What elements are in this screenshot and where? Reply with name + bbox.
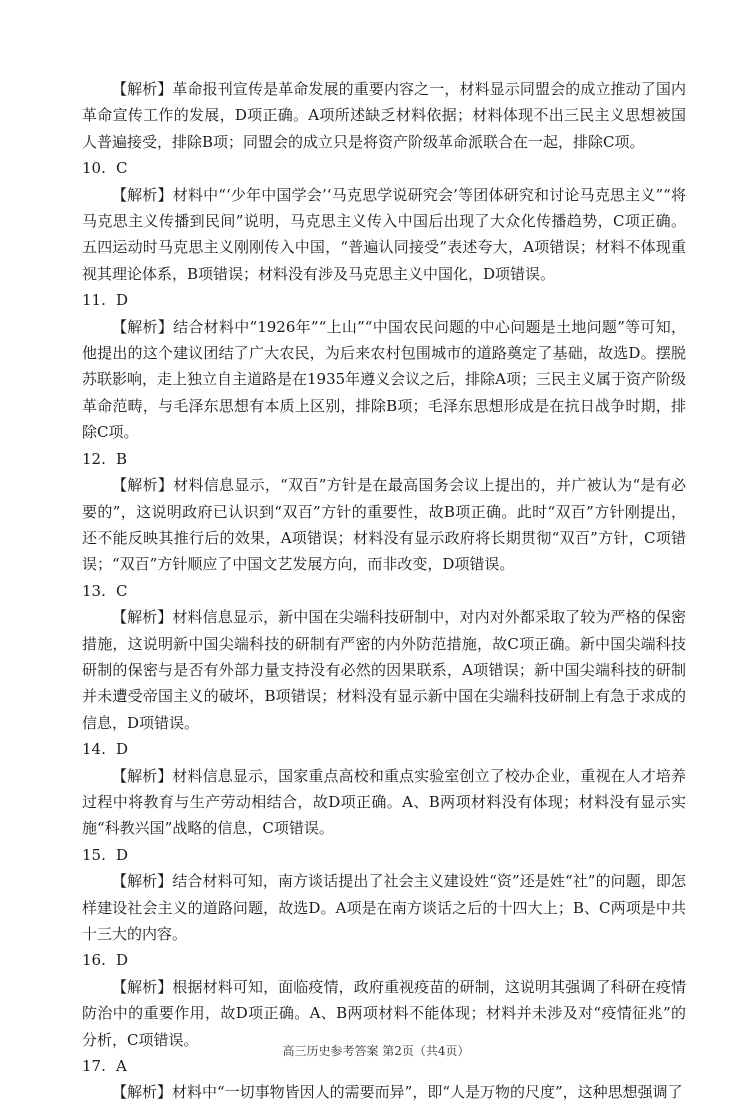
answer-letter: D — [116, 845, 129, 864]
page-footer: 高三历史参考答案 第2页（共4页） — [282, 1044, 470, 1058]
answer-line — [82, 287, 686, 313]
question-number: 14. — [82, 740, 106, 759]
question-number: 11. — [82, 291, 106, 310]
question-number: 16. — [82, 951, 106, 970]
analysis-paragraph: 【解析】材料中“‘少年中国学会’‘马克思学说研究会’等团体研究和讨论马克思主义”“将马克思主义传播到民间”说明，马克思主义传入中国后出现了大众化传播趋势，C项正确。五四运动时马克思主义刚刚传入中国，“普遍认同接受”表述夸大，A项错误；材料不体现重视其理论体系，B项错误；材料没有涉及马克思主义中国化，D项错误。 — [82, 185, 686, 283]
answer-letter: D — [116, 951, 129, 970]
question-number: 12. — [82, 449, 106, 468]
analysis-paragraph: 【解析】材料信息显示，国家重点高校和重点实验室创立了校办企业，重视在人才培养过程中将教育与生产劳动相结合，故D项正确。A、B两项材料没有体现；材料没有显示实施“科教兴国”战略的信息，C项错误。 — [82, 766, 686, 838]
question-number: 10. — [82, 159, 106, 178]
answer-line — [82, 842, 686, 868]
answer-letter: D — [116, 291, 129, 310]
answer-letter: B — [116, 449, 128, 468]
analysis-paragraph: 【解析】材料信息显示，新中国在尖端科技研制中，对内对外都采取了较为严格的保密措施，这说明新中国尖端科技的研制有严密的内外防范措施，故C项正确。新中国尖端科技研制的保密与是否有外部力量支持没有必然的因果联系，A项错误；新中国尖端科技的研制并未遭受帝国主义的破坏，B项错误；材料没有显示新中国在尖端科技研制上有急于求成的信息，D项错误。 — [82, 608, 686, 732]
answer-line — [82, 155, 686, 181]
analysis-paragraph: 【解析】材料中“一切事物皆因人的需要而异”，即“人是万物的尺度”，这种思想强调了 — [112, 1083, 683, 1102]
answer-line — [82, 446, 686, 472]
answer-line — [82, 578, 686, 604]
question-number: 17. — [82, 1057, 106, 1076]
answer-letter: C — [116, 159, 128, 178]
answer-line — [82, 947, 686, 973]
analysis-paragraph: 【解析】革命报刊宣传是革命发展的重要内容之一，材料显示同盟会的成立推动了国内革命宣传工作的发展，D项正确。A项所述缺乏材料依据；材料体现不出三民主义思想被国人普遍接受，排除B项；同盟会的成立只是将资产阶级革命派联合在一起，排除C项。 — [82, 80, 686, 151]
analysis-paragraph: 【解析】材料信息显示，“双百”方针是在最高国务会议上提出的，并广被认为“是有必要的”，这说明政府已认识到“双百”方针的重要性，故B项正确。此时“双百”方针刚提出，还不能反映其推行后的效果，A项错误；材料没有显示政府将长期贯彻“双百”方针，C项错误；“双百”方针顺应了中国文艺发展方向，而非改变，D项错误。 — [82, 476, 686, 574]
analysis-paragraph: 【解析】结合材料可知，南方谈话提出了社会主义建设姓“资”还是姓“社”的问题，即怎样建设社会主义的道路问题，故选D。A项是在南方谈话之后的十四大上；B、C两项是中共十三大的内容。 — [82, 872, 686, 943]
question-number: 13. — [82, 581, 106, 600]
answer-letter: D — [116, 740, 129, 759]
analysis-paragraph: 【解析】根据材料可知，面临疫情，政府重视疫苗的研制，这说明其强调了科研在疫情防治中的重要作用，故D项正确。A、B两项材料不能体现；材料并未涉及对“疫情征兆”的分析，C项错误。 — [82, 977, 686, 1049]
answer-letter: C — [116, 581, 128, 600]
answer-line — [82, 736, 686, 762]
question-number: 15. — [82, 845, 106, 864]
analysis-paragraph: 【解析】结合材料中“1926年”“上山”“中国农民问题的中心问题是土地问题”等可知，他提出的这个建议团结了广大农民，为后来农村包围城市的道路奠定了基础，故选D。摆脱苏联影响，走上独立自主道路是在1935年遵义会议之后，排除A项；三民主义属于资产阶级革命范畴，与毛泽东思想有本质上区别，排除B项；毛泽东思想形成是在抗日战争时期，排除C项。 — [82, 317, 687, 442]
answer-letter: A — [116, 1057, 127, 1076]
answer-key-body — [82, 76, 686, 1106]
